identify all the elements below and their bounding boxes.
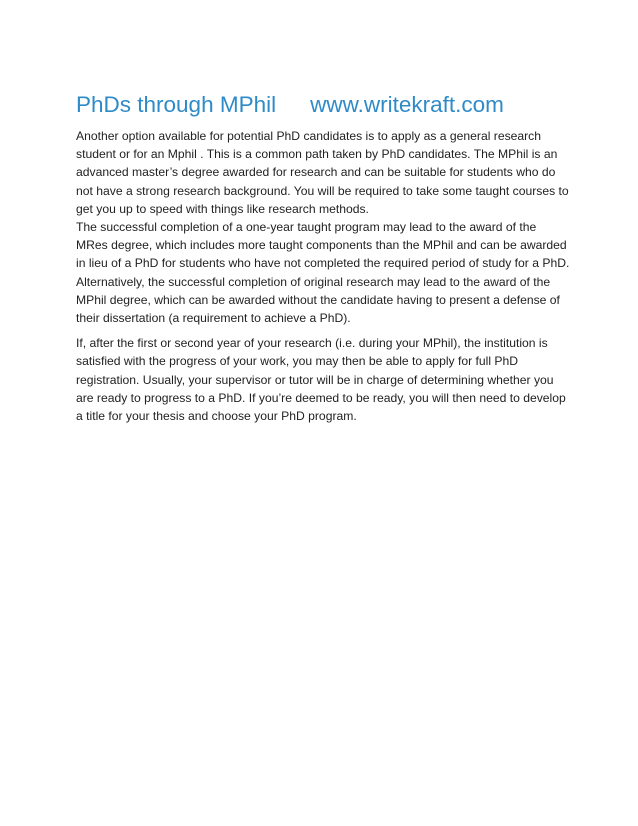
paragraph-1: Another option available for potential PhD candidates is to apply as a general research student or for an Mphil . This is a common path taken by PhD candidates. The MPhil is an advanced master’s degree awarded for research and can be suitable for students who do not have a strong research background. You will be required to take some taught courses to get you up to speed with things like research methods. — [76, 129, 569, 216]
site-url: www.writekraft.com — [310, 92, 504, 117]
paragraph-2: The successful completion of a one-year taught program may lead to the award of the MRes degree, which includes more taught components than the MPhil and can be awarded in lieu of a PhD for students who have not completed the required period of study for a PhD. Alternatively, the successful completion of original research may lead to the award of the MPhil degree, which can be awarded without the candidate having to present a defense of their dissertation (a requirement to achieve a PhD). — [76, 220, 570, 326]
page-title: PhDs through MPhil — [76, 92, 277, 117]
document-body — [76, 127, 570, 425]
paragraph-3: If, after the first or second year of your research (i.e. during your MPhil), the institution is satisfied with the progress of your work, you may then be able to apply for full PhD registration. Usually, your supervisor or tutor will be in charge of determining whether you are ready to progress to a PhD. If you’re deemed to be ready, you will then need to develop a title for your thesis and choose your PhD program. — [76, 336, 566, 424]
page-title-row — [76, 90, 576, 122]
